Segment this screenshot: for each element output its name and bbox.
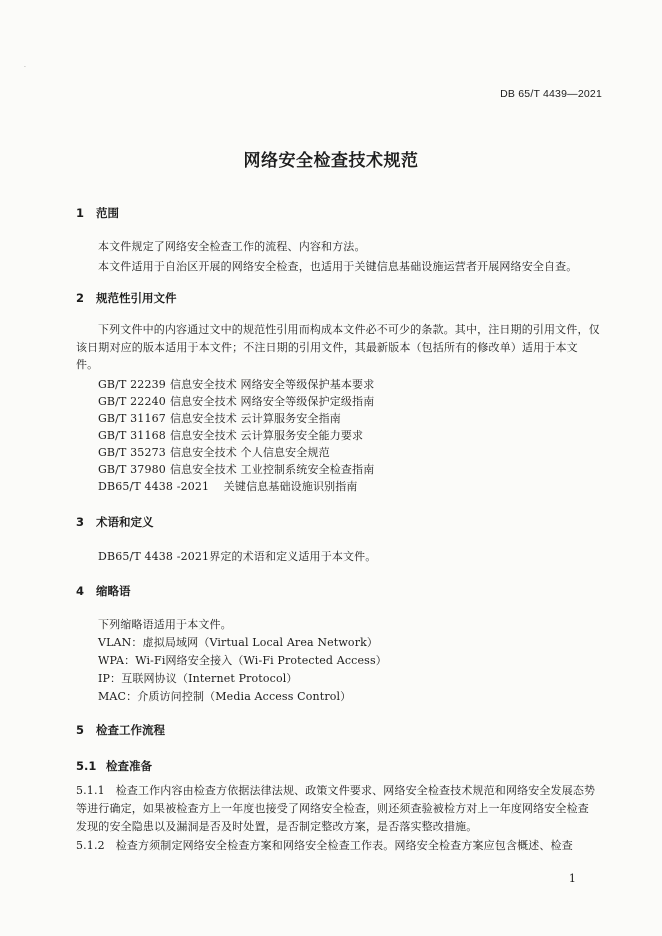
paragraph: 下列缩略语适用于本文件。 bbox=[98, 618, 232, 631]
paragraph: 下列文件中的内容通过文中的规范性引用而构成本文件必不可少的条款。其中，注日期的引用文件，仅该日期对应的版本适用于本文件；不注日期的引用文件，其最新版本（包括所有的修改单）适用于本文件。 bbox=[76, 323, 600, 371]
subsection-5-1-heading: 5.1 检查准备 bbox=[76, 759, 152, 773]
abbreviation-item: WPA：Wi-Fi网络安全接入（Wi-Fi Protected Access） bbox=[98, 654, 387, 667]
section-3-heading: 3 术语和定义 bbox=[76, 515, 154, 529]
paragraph: DB65/T 4438 -2021界定的术语和定义适用于本文件。 bbox=[98, 550, 377, 563]
abbreviation-item: VLAN：虚拟局域网（Virtual Local Area Network） bbox=[98, 636, 379, 649]
clause-5-1-1: 5.1.1 检查工作内容由检查方依据法律法规、政策文件要求、网络安全检查技术规范和网络安全发展态势等进行确定，如果被检查方上一年度也接受了网络安全检查，则还须查验被检方对上一年度网络安全检查发现的安全隐患以及漏洞是否及时处置，是否制定整改方案，是否落实整改措施。 bbox=[76, 784, 596, 833]
reference-item: GB/T 35273 信息安全技术 个人信息安全规范 bbox=[98, 446, 330, 459]
paragraph: 本文件适用于自治区开展的网络安全检查，也适用于关键信息基础设施运营者开展网络安全自查。 bbox=[98, 260, 578, 273]
scan-speck: · bbox=[24, 64, 26, 71]
section-1-heading: 1 范围 bbox=[76, 206, 120, 220]
document-title: 网络安全检查技术规范 bbox=[243, 151, 419, 171]
reference-item: DB65/T 4438 -2021 关键信息基础设施识别指南 bbox=[98, 480, 358, 493]
clause-5-1-2: 5.1.2 检查方须制定网络安全检查方案和网络安全检查工作表。网络安全检查方案应包含概述、检查 bbox=[76, 839, 573, 852]
abbreviation-item: MAC：介质访问控制（Media Access Control） bbox=[98, 690, 352, 703]
section-4-heading: 4 缩略语 bbox=[76, 584, 131, 598]
abbreviation-item: IP：互联网协议（Internet Protocol） bbox=[98, 672, 298, 685]
reference-item: GB/T 22240 信息安全技术 网络安全等级保护定级指南 bbox=[98, 395, 375, 408]
reference-item: GB/T 31167 信息安全技术 云计算服务安全指南 bbox=[98, 412, 341, 425]
document-code: DB 65/T 4439—2021 bbox=[500, 88, 602, 100]
section-5-heading: 5 检查工作流程 bbox=[76, 723, 166, 737]
paragraph: 本文件规定了网络安全检查工作的流程、内容和方法。 bbox=[98, 240, 366, 253]
reference-item: GB/T 22239 信息安全技术 网络安全等级保护基本要求 bbox=[98, 378, 375, 391]
section-2-heading: 2 规范性引用文件 bbox=[76, 291, 177, 305]
reference-item: GB/T 31168 信息安全技术 云计算服务安全能力要求 bbox=[98, 429, 364, 442]
page-number: 1 bbox=[568, 872, 576, 885]
reference-item: GB/T 37980 信息安全技术 工业控制系统安全检查指南 bbox=[98, 463, 375, 476]
